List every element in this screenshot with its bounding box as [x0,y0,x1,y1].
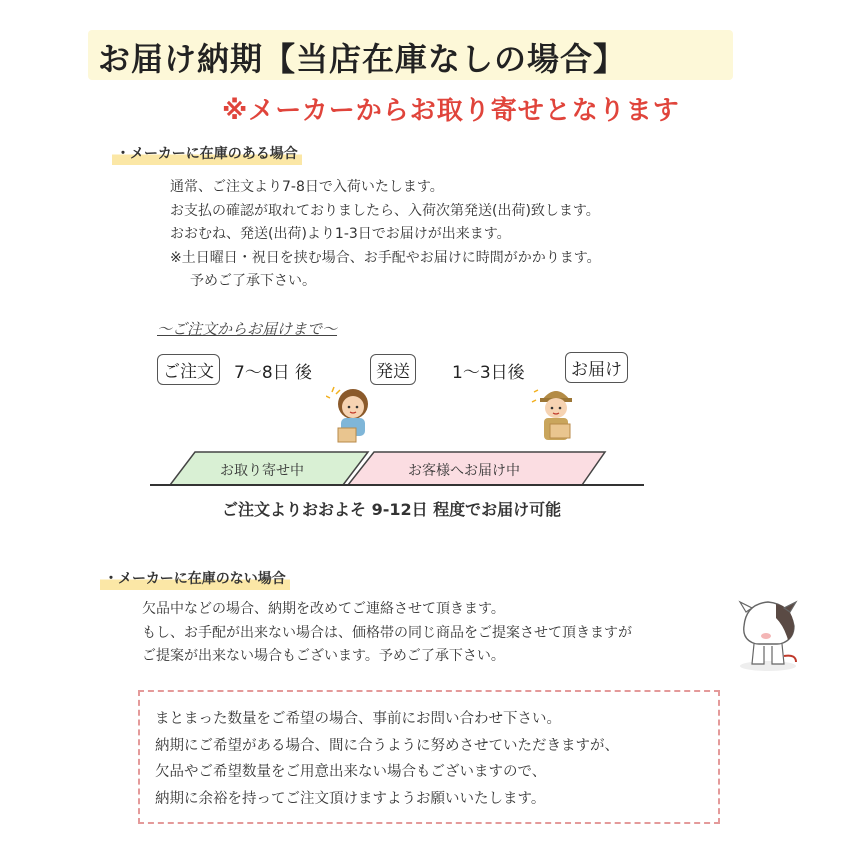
notice-line: 納期に余裕を持ってご注文頂けますようお願いいたします。 [155,790,546,807]
notice-line: まとまった数量をご希望の場合、事前にお問い合わせ下さい。 [155,711,561,727]
step-delivered-label: お届け [565,352,628,383]
phase-delivery-label: お客様へお届け中 [408,463,520,479]
duration-procurement: 7～8日 後 [234,363,313,383]
page-title: お届け納期【当店在庫なしの場合】 [98,40,627,78]
in-stock-line: ※土日曜日・祝日を挟む場合、お手配やお届けに時間がかかります。 [170,249,601,266]
in-stock-line: 予めご了承下さい。 [190,273,316,289]
out-of-stock-line: 欠品中などの場合、納期を改めてご連絡させて頂きます。 [142,601,505,617]
page-subtitle: ※メーカーからお取り寄せとなります [222,96,680,126]
in-stock-line: 通常、ご注文より7-8日で入荷いたします。 [170,179,444,195]
phase-procurement-label: お取り寄せ中 [220,463,304,479]
staff-woman-illustration [326,384,376,446]
section-heading-out-of-stock: ・メーカーに在庫のない場合 [100,567,290,590]
step-order-label: ご注文 [157,354,220,385]
notice-line: 欠品やご希望数量をご用意出来ない場合もございますので、 [155,764,547,780]
in-stock-line: お支払の確認が取れておりましたら、入荷次第発送(出荷)致します。 [170,202,600,219]
flow-caption: ～ご注文からお届けまで～ [157,320,338,338]
notice-line: 納期にご希望がある場合、間に合うように努めさせていただきますが、 [155,737,619,754]
in-stock-line: おおむね、発送(出荷)より1-3日でお届けが出来ます。 [170,226,511,242]
out-of-stock-line: もし、お手配が出来ない場合は、価格帯の同じ商品をご提案させて頂きますが [142,624,632,641]
duration-delivery: 1～3日後 [452,363,525,383]
notice-text [155,706,619,812]
out-of-stock-line: ご提案が出来ない場合もございます。予めご了承下さい。 [142,648,505,664]
step-shipping-label: 発送 [370,354,416,385]
delivery-estimate-summary: ご注文よりおおよそ 9-12日 程度でお届け可能 [222,500,562,519]
delivery-man-illustration [530,380,580,446]
bowing-cat-illustration [736,596,800,672]
section-heading-in-stock: ・メーカーに在庫のある場合 [112,142,302,165]
